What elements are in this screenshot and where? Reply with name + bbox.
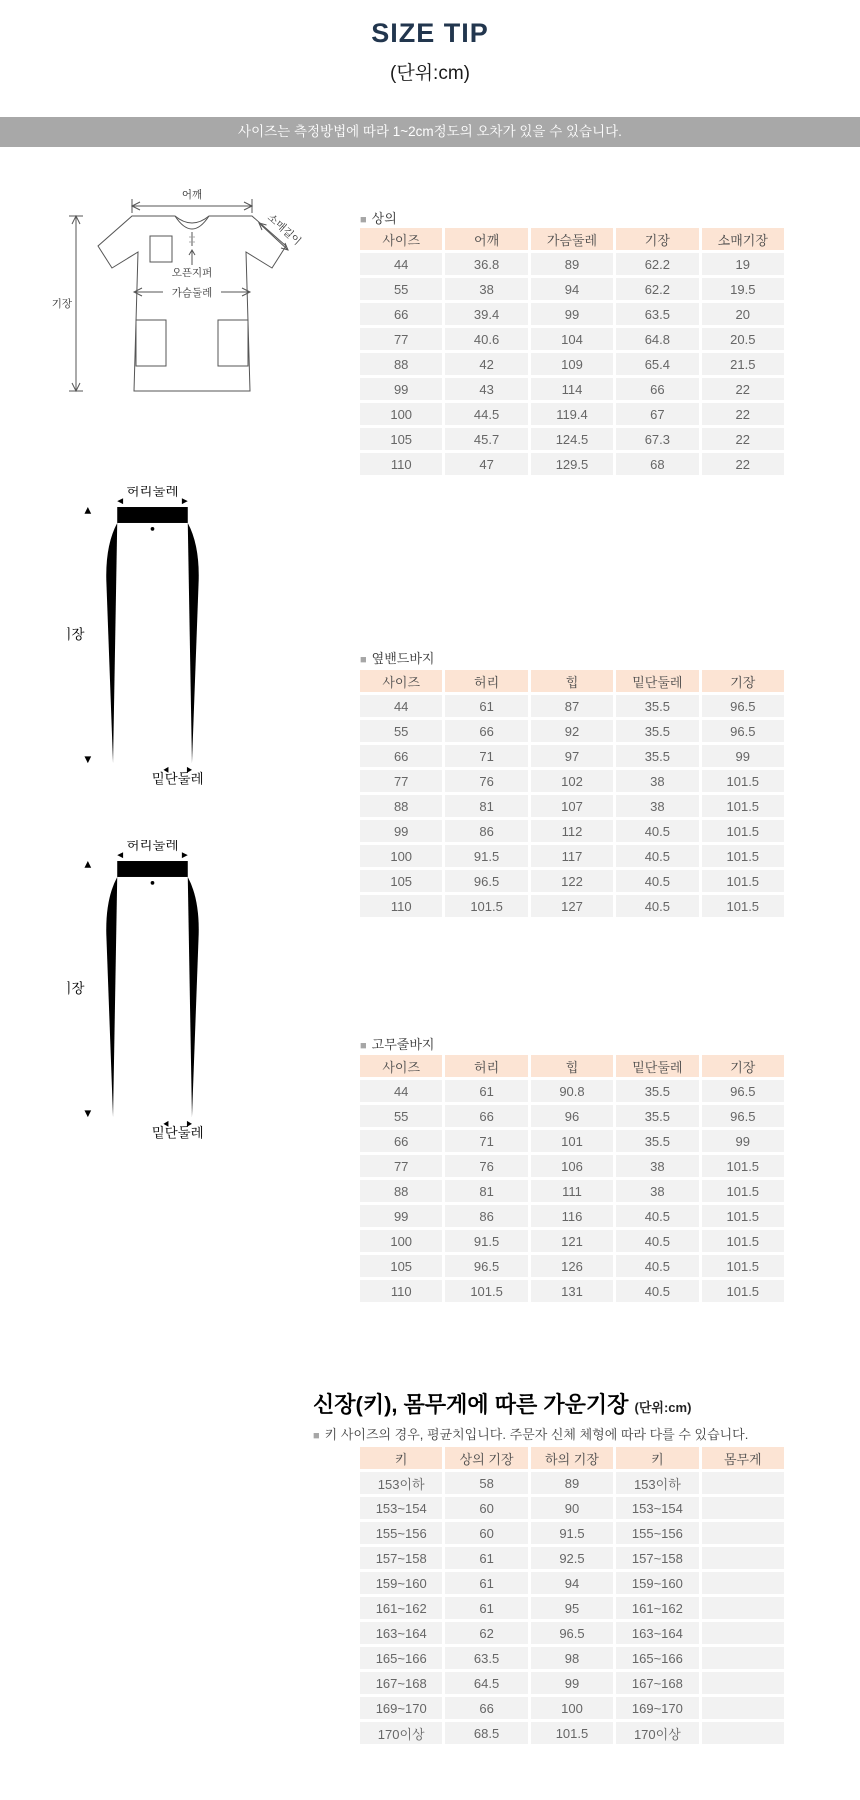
table-row [360, 303, 784, 325]
table-row [360, 1255, 784, 1277]
table-cell: 38 [616, 1180, 698, 1202]
table-cell: 101.5 [531, 1722, 613, 1744]
header-row [360, 1055, 784, 1077]
table-cell: 101.5 [702, 1205, 784, 1227]
table-cell: 101.5 [702, 1180, 784, 1202]
table-cell: 96.5 [445, 870, 527, 892]
header-row [360, 228, 784, 250]
table-cell: 68 [616, 453, 698, 475]
table-cell: 35.5 [616, 1080, 698, 1102]
table-cell: 131 [531, 1280, 613, 1302]
table-cell: 99 [531, 1672, 613, 1694]
table-cell: 161~162 [360, 1597, 442, 1619]
table-cell: 102 [531, 770, 613, 792]
table-cell: 129.5 [531, 453, 613, 475]
table-row [360, 403, 784, 425]
table-cell: 101.5 [702, 795, 784, 817]
table-cell: 19 [702, 253, 784, 275]
table-cell: 40.5 [616, 845, 698, 867]
table-cell: 66 [445, 1105, 527, 1127]
table-row [360, 1647, 784, 1669]
column-header: 기장 [702, 670, 784, 692]
column-header: 몸무게 [702, 1447, 784, 1469]
table-cell: 35.5 [616, 745, 698, 767]
table-cell: 155~156 [360, 1522, 442, 1544]
page-title: SIZE TIP [371, 18, 489, 48]
table-cell: 67 [616, 403, 698, 425]
top-garment-diagram [52, 186, 307, 401]
table-cell: 101.5 [445, 895, 527, 917]
table-cell: 22 [702, 403, 784, 425]
table-row [360, 1522, 784, 1544]
table-cell: 40.5 [616, 1255, 698, 1277]
table-cell: 99 [360, 378, 442, 400]
table-cell: 170이상 [360, 1722, 442, 1744]
table-cell: 39.4 [445, 303, 527, 325]
table-cell: 153이하 [360, 1472, 442, 1494]
table-row [360, 820, 784, 842]
size-table-sideband-pants [357, 667, 787, 920]
table-cell: 77 [360, 770, 442, 792]
table-cell: 169~170 [616, 1697, 698, 1719]
table-cell: 100 [360, 1230, 442, 1252]
table-row [360, 1497, 784, 1519]
table-cell: 55 [360, 278, 442, 300]
table-cell: 100 [360, 403, 442, 425]
table-cell: 157~158 [360, 1547, 442, 1569]
table-cell: 66 [360, 303, 442, 325]
table-cell: 38 [445, 278, 527, 300]
table-cell: 44 [360, 253, 442, 275]
table-row [360, 795, 784, 817]
column-header: 하의 기장 [531, 1447, 613, 1469]
table-cell: 127 [531, 895, 613, 917]
table-cell: 66 [360, 1130, 442, 1152]
table-cell: 155~156 [616, 1522, 698, 1544]
section-bullet-icon: ■ [313, 1430, 320, 1442]
table-cell: 88 [360, 795, 442, 817]
table-cell: 20 [702, 303, 784, 325]
header-row [360, 670, 784, 692]
table-cell: 64.8 [616, 328, 698, 350]
column-header: 사이즈 [360, 670, 442, 692]
table-cell: 42 [445, 353, 527, 375]
table-cell: 96.5 [702, 720, 784, 742]
table-cell: 91.5 [445, 845, 527, 867]
table-cell: 110 [360, 453, 442, 475]
table-cell: 43 [445, 378, 527, 400]
table-cell: 161~162 [616, 1597, 698, 1619]
column-header: 키 [616, 1447, 698, 1469]
table-cell [702, 1522, 784, 1544]
table-row [360, 770, 784, 792]
table-cell: 110 [360, 1280, 442, 1302]
table-cell: 163~164 [616, 1622, 698, 1644]
table-cell: 165~166 [616, 1647, 698, 1669]
column-header: 허리 [445, 670, 527, 692]
table-cell: 67.3 [616, 428, 698, 450]
table-cell [702, 1622, 784, 1644]
table-cell: 104 [531, 328, 613, 350]
table-row [360, 895, 784, 917]
table-cell: 96.5 [445, 1255, 527, 1277]
table-cell: 170이상 [616, 1722, 698, 1744]
table-cell: 40.5 [616, 1205, 698, 1227]
table-cell: 109 [531, 353, 613, 375]
shoulder-label: 어깨 [181, 189, 203, 201]
table-cell: 153~154 [616, 1497, 698, 1519]
table-cell: 163~164 [360, 1622, 442, 1644]
table-cell: 99 [531, 303, 613, 325]
table-cell: 22 [702, 428, 784, 450]
table-cell [702, 1672, 784, 1694]
table-cell: 66 [445, 1697, 527, 1719]
table-cell: 38 [616, 795, 698, 817]
table-cell: 119.4 [531, 403, 613, 425]
table-cell: 97 [531, 745, 613, 767]
table-cell: 66 [360, 745, 442, 767]
table-cell [702, 1597, 784, 1619]
section-title-sideband-pants: ■ 옆밴드바지 [360, 651, 435, 666]
column-header: 사이즈 [360, 1055, 442, 1077]
table-cell [702, 1497, 784, 1519]
chest-label: 가슴둘레 [171, 287, 213, 299]
table-cell: 64.5 [445, 1672, 527, 1694]
table-cell: 35.5 [616, 695, 698, 717]
table-cell: 62 [445, 1622, 527, 1644]
table-cell: 60 [445, 1497, 527, 1519]
table-row [360, 1155, 784, 1177]
table-row [360, 745, 784, 767]
table-cell: 96.5 [702, 1105, 784, 1127]
table-cell [702, 1472, 784, 1494]
table-cell: 61 [445, 1080, 527, 1102]
table-cell: 90.8 [531, 1080, 613, 1102]
table-cell: 101.5 [702, 895, 784, 917]
size-table-top [357, 225, 787, 478]
table-cell: 165~166 [360, 1647, 442, 1669]
table-cell: 96.5 [702, 1080, 784, 1102]
gown-note: ■ 키 사이즈의 경우, 평균치입니다. 주문자 신체 체형에 따라 다를 수 있습니다. [313, 1427, 749, 1442]
table-cell: 76 [445, 1155, 527, 1177]
column-header: 상의 기장 [445, 1447, 527, 1469]
table-cell: 159~160 [360, 1572, 442, 1594]
table-cell: 90 [531, 1497, 613, 1519]
table-row [360, 1547, 784, 1569]
table-row [360, 1472, 784, 1494]
table-row [360, 328, 784, 350]
table-cell: 105 [360, 870, 442, 892]
table-row [360, 1205, 784, 1227]
table-cell: 117 [531, 845, 613, 867]
table-cell: 86 [445, 1205, 527, 1227]
table-row [360, 1697, 784, 1719]
section-bullet-icon: ■ [360, 654, 367, 666]
table-cell: 61 [445, 695, 527, 717]
table-cell: 19.5 [702, 278, 784, 300]
table-row [360, 278, 784, 300]
column-header: 힙 [531, 1055, 613, 1077]
table-cell: 65.4 [616, 353, 698, 375]
table-cell: 92 [531, 720, 613, 742]
column-header: 키 [360, 1447, 442, 1469]
table-cell: 105 [360, 1255, 442, 1277]
table-row [360, 720, 784, 742]
table-cell: 44 [360, 1080, 442, 1102]
table-cell: 71 [445, 745, 527, 767]
table-cell: 99 [702, 745, 784, 767]
column-header: 가슴둘레 [531, 228, 613, 250]
section-title-top: ■ 상의 [360, 211, 397, 226]
table-cell: 66 [616, 378, 698, 400]
table-cell: 107 [531, 795, 613, 817]
table-row [360, 1622, 784, 1644]
table-cell: 94 [531, 278, 613, 300]
table-cell: 40.5 [616, 1280, 698, 1302]
table-cell: 121 [531, 1230, 613, 1252]
table-cell: 66 [445, 720, 527, 742]
table-cell: 92.5 [531, 1547, 613, 1569]
table-cell: 99 [360, 820, 442, 842]
table-cell: 63.5 [616, 303, 698, 325]
column-header: 사이즈 [360, 228, 442, 250]
table-cell: 86 [445, 820, 527, 842]
table-cell: 100 [531, 1697, 613, 1719]
table-cell [702, 1647, 784, 1669]
unit-label: (단위:cm) [390, 63, 470, 84]
table-cell: 61 [445, 1547, 527, 1569]
table-cell: 101.5 [445, 1280, 527, 1302]
table-row [360, 378, 784, 400]
table-row [360, 453, 784, 475]
table-cell: 35.5 [616, 1105, 698, 1127]
table-cell: 81 [445, 795, 527, 817]
table-cell: 99 [360, 1205, 442, 1227]
table-cell: 77 [360, 1155, 442, 1177]
table-cell: 157~158 [616, 1547, 698, 1569]
table-cell: 167~168 [360, 1672, 442, 1694]
table-cell: 101.5 [702, 1155, 784, 1177]
table-cell: 38 [616, 1155, 698, 1177]
table-row [360, 1080, 784, 1102]
notice-bar: 사이즈는 측정방법에 따라 1~2cm정도의 오차가 있을 수 있습니다. [0, 117, 860, 147]
table-row [360, 1180, 784, 1202]
column-header: 밑단둘레 [616, 1055, 698, 1077]
length-label: 기장 [52, 298, 72, 310]
elastic-pants-diagram [66, 840, 218, 1139]
header-row [360, 1447, 784, 1469]
table-cell: 21.5 [702, 353, 784, 375]
table-cell: 101.5 [702, 1230, 784, 1252]
table-cell: 44.5 [445, 403, 527, 425]
table-cell: 58 [445, 1472, 527, 1494]
sleeve-length-label: 소매길이 [264, 211, 304, 248]
table-cell: 101.5 [702, 1255, 784, 1277]
table-cell: 101.5 [702, 870, 784, 892]
table-cell: 40.5 [616, 820, 698, 842]
table-cell: 88 [360, 353, 442, 375]
gown-length-table [357, 1444, 787, 1747]
table-cell: 61 [445, 1572, 527, 1594]
section-bullet-icon: ■ [360, 1040, 367, 1052]
table-cell: 122 [531, 870, 613, 892]
table-cell: 40.6 [445, 328, 527, 350]
table-row [360, 1672, 784, 1694]
table-cell: 116 [531, 1205, 613, 1227]
table-row [360, 1130, 784, 1152]
table-cell: 55 [360, 720, 442, 742]
table-cell: 100 [360, 845, 442, 867]
table-cell: 77 [360, 328, 442, 350]
table-cell: 76 [445, 770, 527, 792]
table-cell: 110 [360, 895, 442, 917]
table-cell: 62.2 [616, 278, 698, 300]
table-cell: 38 [616, 770, 698, 792]
table-cell: 153~154 [360, 1497, 442, 1519]
table-cell: 96.5 [702, 695, 784, 717]
table-cell: 112 [531, 820, 613, 842]
table-cell: 68.5 [445, 1722, 527, 1744]
chest-pocket [150, 236, 172, 262]
table-row [360, 1722, 784, 1744]
table-cell [702, 1547, 784, 1569]
open-zipper-label: 오픈지퍼 [171, 267, 213, 279]
table-cell: 111 [531, 1180, 613, 1202]
table-cell: 22 [702, 453, 784, 475]
table-cell: 47 [445, 453, 527, 475]
table-cell: 153이하 [616, 1472, 698, 1494]
table-cell: 81 [445, 1180, 527, 1202]
table-cell: 40.5 [616, 870, 698, 892]
table-cell: 62.2 [616, 253, 698, 275]
section-title-elastic-pants: ■ 고무줄바지 [360, 1037, 435, 1052]
table-cell: 106 [531, 1155, 613, 1177]
table-cell: 126 [531, 1255, 613, 1277]
gown-unit-label: (단위:cm) [634, 1400, 692, 1415]
table-row [360, 1572, 784, 1594]
table-row [360, 1105, 784, 1127]
table-cell: 101.5 [702, 770, 784, 792]
table-cell: 95 [531, 1597, 613, 1619]
table-row [360, 253, 784, 275]
table-cell: 40.5 [616, 1230, 698, 1252]
table-cell: 45.7 [445, 428, 527, 450]
table-cell: 105 [360, 428, 442, 450]
table-row [360, 1597, 784, 1619]
table-cell: 91.5 [531, 1522, 613, 1544]
table-cell: 71 [445, 1130, 527, 1152]
table-cell: 44 [360, 695, 442, 717]
sideband-pants-diagram [66, 486, 218, 785]
table-row [360, 353, 784, 375]
table-cell: 99 [702, 1130, 784, 1152]
table-cell: 88 [360, 1180, 442, 1202]
table-cell: 89 [531, 253, 613, 275]
table-cell: 101 [531, 1130, 613, 1152]
table-row [360, 695, 784, 717]
table-cell [702, 1572, 784, 1594]
table-cell: 96.5 [531, 1622, 613, 1644]
table-cell [702, 1722, 784, 1744]
gown-section-title: 신장(키), 몸무게에 따른 가운기장 (단위:cm) [313, 1392, 692, 1417]
column-header: 기장 [616, 228, 698, 250]
column-header: 허리 [445, 1055, 527, 1077]
table-cell: 35.5 [616, 1130, 698, 1152]
table-cell: 40.5 [616, 895, 698, 917]
column-header: 밑단둘레 [616, 670, 698, 692]
column-header: 소매기장 [702, 228, 784, 250]
column-header: 힙 [531, 670, 613, 692]
table-cell: 101.5 [702, 1280, 784, 1302]
column-header: 기장 [702, 1055, 784, 1077]
table-cell: 87 [531, 695, 613, 717]
table-cell: 61 [445, 1597, 527, 1619]
table-row [360, 845, 784, 867]
lower-pocket-left [136, 320, 166, 366]
table-cell: 91.5 [445, 1230, 527, 1252]
table-row [360, 870, 784, 892]
table-cell: 114 [531, 378, 613, 400]
table-cell: 36.8 [445, 253, 527, 275]
table-row [360, 1230, 784, 1252]
lower-pocket-right [218, 320, 248, 366]
table-row [360, 428, 784, 450]
table-cell: 20.5 [702, 328, 784, 350]
section-bullet-icon: ■ [360, 214, 367, 226]
table-cell: 101.5 [702, 845, 784, 867]
table-cell: 96 [531, 1105, 613, 1127]
table-cell: 22 [702, 378, 784, 400]
table-cell: 63.5 [445, 1647, 527, 1669]
table-row [360, 1280, 784, 1302]
table-cell: 55 [360, 1105, 442, 1127]
table-cell: 169~170 [360, 1697, 442, 1719]
size-table-elastic-pants [357, 1052, 787, 1305]
table-cell: 159~160 [616, 1572, 698, 1594]
table-cell: 60 [445, 1522, 527, 1544]
table-cell: 35.5 [616, 720, 698, 742]
table-cell: 124.5 [531, 428, 613, 450]
column-header: 어깨 [445, 228, 527, 250]
table-cell: 94 [531, 1572, 613, 1594]
table-cell [702, 1697, 784, 1719]
table-cell: 98 [531, 1647, 613, 1669]
table-cell: 167~168 [616, 1672, 698, 1694]
table-cell: 89 [531, 1472, 613, 1494]
table-cell: 101.5 [702, 820, 784, 842]
